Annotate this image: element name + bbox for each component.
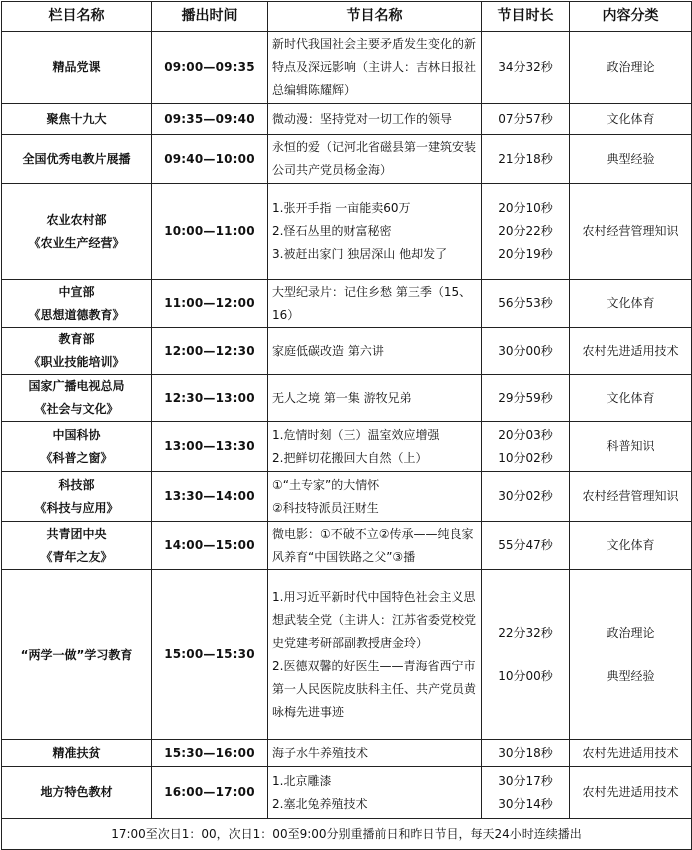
air-time-cell: 09:35—09:40 <box>152 104 268 135</box>
table-row <box>2 328 692 375</box>
duration-value: 30分02秒 <box>498 489 553 503</box>
column-name: 地方特色教材 <box>40 785 113 799</box>
column-name: 精品党课 <box>52 60 101 74</box>
duration-cell <box>482 135 570 184</box>
category-cell <box>570 522 692 570</box>
schedule-table <box>1 1 692 850</box>
duration-value: 21分18秒 <box>498 151 553 166</box>
footer-row <box>2 819 692 850</box>
program-line: ①“土专家”的大情怀 <box>272 477 380 492</box>
duration-cell <box>482 184 570 280</box>
column-name-cell <box>2 104 152 135</box>
duration-cell <box>482 740 570 767</box>
column-subtitle: 《科技与应用》 <box>34 500 119 515</box>
column-subtitle: 《思想道德教育》 <box>28 307 125 322</box>
category-cell <box>570 328 692 375</box>
program-cell <box>268 375 482 422</box>
program-cell <box>268 740 482 767</box>
column-name: 全国优秀电教片展播 <box>22 151 131 166</box>
program-cell <box>268 32 482 104</box>
column-name-cell <box>2 767 152 819</box>
program-line: 2.医德双馨的好医生——青海省西宁市第一人民医院皮肤科主任、共产党员黄咏梅先进事迹 <box>272 658 477 719</box>
air-time-cell: 09:40—10:00 <box>152 135 268 184</box>
category-value: 农村先进适用技术 <box>582 745 679 760</box>
column-subtitle: 《农业生产经营》 <box>28 235 125 250</box>
column-name: “两学一做”学习教育 <box>20 647 133 662</box>
table-row <box>2 522 692 570</box>
column-name: 农业农村部 <box>46 212 107 227</box>
program-cell <box>268 280 482 328</box>
duration-cell <box>482 32 570 104</box>
duration-cell <box>482 375 570 422</box>
program-line: 2.塞北兔养殖技术 <box>272 796 368 811</box>
program-line: ②科技特派员汪财生 <box>272 500 379 515</box>
category-value: 农村先进适用技术 <box>582 785 679 799</box>
column-name-cell <box>2 32 152 104</box>
air-time-cell: 09:00—09:35 <box>152 32 268 104</box>
program-cell <box>268 522 482 570</box>
table-row <box>2 375 692 422</box>
air-time-cell: 14:00—15:00 <box>152 522 268 570</box>
duration-value: 20分22秒 <box>498 224 553 238</box>
duration-value: 30分18秒 <box>498 745 553 760</box>
duration-value: 10分00秒 <box>498 668 553 683</box>
column-subtitle: 《科普之窗》 <box>40 450 113 465</box>
category-cell <box>570 184 692 280</box>
table-row <box>2 184 692 280</box>
category-cell <box>570 135 692 184</box>
program-line: 2.怪石丛里的财富秘密 <box>272 224 392 238</box>
category-value: 政治理论 <box>606 625 655 640</box>
duration-value: 56分53秒 <box>498 296 553 310</box>
program-line: 2.把鲜切花搬回大自然（上） <box>272 450 428 465</box>
column-name: 聚焦十九大 <box>46 111 107 126</box>
program-cell <box>268 184 482 280</box>
category-cell <box>570 740 692 767</box>
category-cell <box>570 422 692 472</box>
header-air-time: 播出时间 <box>152 2 268 32</box>
header-column-name: 栏目名称 <box>2 2 152 32</box>
program-line: 1.张开手指 一亩能卖60万 <box>272 201 411 215</box>
table-row <box>2 767 692 819</box>
duration-cell <box>482 422 570 472</box>
duration-value: 34分32秒 <box>498 60 553 74</box>
header-program-name: 节目名称 <box>268 2 482 32</box>
category-cell <box>570 570 692 740</box>
table-row <box>2 740 692 767</box>
program-line: 1.北京雕漆 <box>272 773 332 788</box>
program-line: 1.用习近平新时代中国特色社会主义思想武装全党（主讲人：江苏省委党校党史党建考研部副教授唐金玲） <box>272 589 477 650</box>
table-row <box>2 135 692 184</box>
duration-value: 55分47秒 <box>498 538 553 552</box>
category-value: 农村经营管理知识 <box>582 224 679 238</box>
program-line: 家庭低碳改造 第六讲 <box>272 343 384 358</box>
program-cell <box>268 422 482 472</box>
program-line: 海子水牛养殖技术 <box>272 745 369 760</box>
spacer <box>574 645 687 665</box>
duration-value: 07分57秒 <box>498 111 553 126</box>
program-line: 永恒的爱（记河北省磁县第一建筑安装公司共产党员杨金海） <box>272 140 477 177</box>
category-value: 典型经验 <box>606 151 655 166</box>
program-line: 微电影：①不破不立②传承——纯良家风养育“中国铁路之父”③播 <box>272 526 474 564</box>
program-line: 新时代我国社会主要矛盾发生变化的新特点及深远影响（主讲人：吉林日报社总编辑陈耀辉） <box>272 37 477 97</box>
column-name: 国家广播电视总局 <box>28 379 125 393</box>
column-name-cell <box>2 740 152 767</box>
duration-value: 30分14秒 <box>498 796 553 811</box>
table-row <box>2 570 692 740</box>
category-cell <box>570 32 692 104</box>
duration-cell <box>482 767 570 819</box>
column-name-cell <box>2 184 152 280</box>
table-row <box>2 422 692 472</box>
category-cell <box>570 280 692 328</box>
duration-value: 30分17秒 <box>498 773 553 788</box>
program-cell <box>268 328 482 375</box>
category-cell <box>570 375 692 422</box>
footer-note: 17:00至次日1：00，次日1：00至9:00分别重播前日和昨日节目，每天24小时连续播出 <box>2 819 692 850</box>
program-cell <box>268 472 482 522</box>
program-line: 1.危情时刻（三）温室效应增强 <box>272 427 440 442</box>
category-value: 文化体育 <box>606 390 655 405</box>
column-name: 教育部 <box>58 332 95 346</box>
air-time-cell: 15:30—16:00 <box>152 740 268 767</box>
program-cell <box>268 570 482 740</box>
air-time-cell: 12:00—12:30 <box>152 328 268 375</box>
header-row <box>2 2 692 32</box>
duration-value: 30分00秒 <box>498 343 553 358</box>
category-value: 农村经营管理知识 <box>582 489 679 503</box>
air-time-cell: 12:30—13:00 <box>152 375 268 422</box>
duration-cell <box>482 570 570 740</box>
category-value: 科普知识 <box>606 439 655 453</box>
air-time-cell: 15:00—15:30 <box>152 570 268 740</box>
duration-cell <box>482 104 570 135</box>
duration-cell <box>482 328 570 375</box>
column-name-cell <box>2 522 152 570</box>
category-cell <box>570 767 692 819</box>
air-time-cell: 16:00—17:00 <box>152 767 268 819</box>
program-cell <box>268 767 482 819</box>
column-name: 中国科协 <box>52 427 101 442</box>
category-value: 文化体育 <box>606 296 655 310</box>
category-value: 文化体育 <box>606 538 655 552</box>
duration-cell <box>482 472 570 522</box>
table-row <box>2 280 692 328</box>
duration-value: 29分59秒 <box>498 390 553 405</box>
column-name: 共青团中央 <box>46 526 107 541</box>
column-name-cell <box>2 422 152 472</box>
category-cell <box>570 104 692 135</box>
category-value: 农村先进适用技术 <box>582 343 679 358</box>
program-cell <box>268 104 482 135</box>
column-subtitle: 《社会与文化》 <box>34 402 119 416</box>
air-time-cell: 10:00—11:00 <box>152 184 268 280</box>
column-name-cell <box>2 135 152 184</box>
air-time-cell: 13:00—13:30 <box>152 422 268 472</box>
program-line: 无人之境 第一集 游牧兄弟 <box>272 390 412 405</box>
duration-cell <box>482 522 570 570</box>
column-name-cell <box>2 280 152 328</box>
column-name: 中宣部 <box>58 284 95 299</box>
duration-cell <box>482 280 570 328</box>
category-value: 政治理论 <box>606 60 655 74</box>
duration-value: 20分10秒 <box>498 201 553 215</box>
air-time-cell: 13:30—14:00 <box>152 472 268 522</box>
column-name-cell <box>2 570 152 740</box>
program-line: 3.被赶出家门 独居深山 他却发了 <box>272 247 448 261</box>
header-duration: 节目时长 <box>482 2 570 32</box>
column-name: 科技部 <box>58 477 95 492</box>
category-value: 文化体育 <box>606 111 655 126</box>
air-time-cell: 11:00—12:00 <box>152 280 268 328</box>
table-row <box>2 32 692 104</box>
column-subtitle: 《职业技能培训》 <box>28 355 125 369</box>
spacer <box>486 645 565 665</box>
column-subtitle: 《青年之友》 <box>40 549 113 564</box>
column-name-cell <box>2 328 152 375</box>
category-value: 典型经验 <box>606 668 655 683</box>
duration-value: 20分03秒 <box>498 427 553 442</box>
column-name: 精准扶贫 <box>52 745 101 760</box>
header-category: 内容分类 <box>570 2 692 32</box>
column-name-cell <box>2 375 152 422</box>
duration-value: 22分32秒 <box>498 625 553 640</box>
program-line: 微动漫：坚持党对一切工作的领导 <box>272 111 453 126</box>
table-row <box>2 472 692 522</box>
table-row <box>2 104 692 135</box>
category-cell <box>570 472 692 522</box>
program-line: 大型纪录片：记住乡愁 第三季（15、16） <box>272 284 472 322</box>
duration-value: 20分19秒 <box>498 247 553 261</box>
program-cell <box>268 135 482 184</box>
column-name-cell <box>2 472 152 522</box>
duration-value: 10分02秒 <box>498 450 553 465</box>
